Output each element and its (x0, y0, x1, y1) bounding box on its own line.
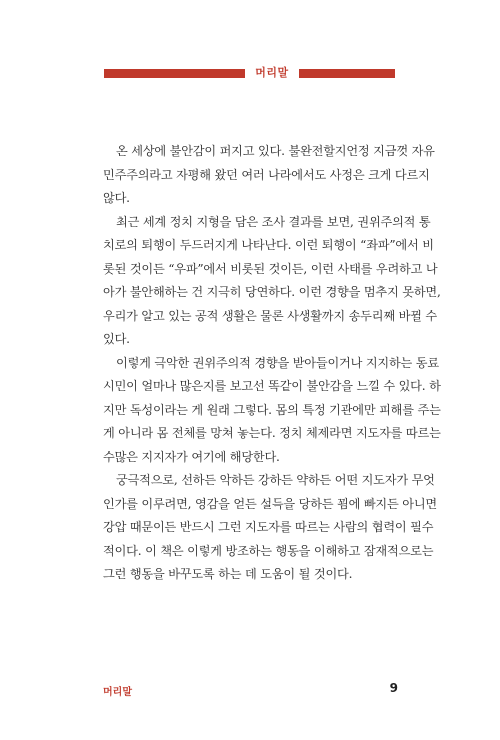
paragraph-line: 게 아니라 몸 전체를 망쳐 놓는다. 정치 체제라면 지도자를 따르는 (103, 426, 441, 440)
page-number: 9 (389, 681, 398, 695)
header-rule-left (104, 69, 245, 78)
paragraph-line: 지만 독성이라는 게 원래 그렇다. 몸의 특정 기관에만 피해를 주는 (103, 402, 441, 417)
paragraph-line: 있다. (103, 332, 130, 346)
paragraph-line: 강압 때문이든 반드시 그런 지도자를 따르는 사람의 협력이 필수 (103, 520, 434, 534)
header-rule-right (299, 69, 395, 78)
paragraph-line: 온 세상에 불안감이 퍼지고 있다. 불완전할지언정 지금껏 자유 (116, 144, 435, 158)
paragraph-line: 롯된 것이든 “우파”에서 비롯된 것이든, 이런 사태를 우려하고 나 (103, 261, 438, 276)
paragraph-line: 최근 세계 정치 지형을 담은 조사 결과를 보면, 권위주의적 통 (116, 214, 431, 229)
paragraph-line: 수많은 지지자가 여기에 해당한다. (103, 449, 280, 464)
paragraph-line: 치로의 퇴행이 두드러지게 나타난다. 이런 퇴행이 “좌파”에서 비 (103, 238, 434, 252)
paragraph-line: 우리가 알고 있는 공적 생활은 물론 사생활까지 송두리째 바뀔 수 (103, 308, 437, 323)
chapter-title: 머리말 (255, 66, 289, 79)
paragraph-line: 아가 불안해하는 건 지극히 당연하다. 이런 경향을 멈추지 못하면, (103, 285, 441, 299)
paragraph-line: 적이다. 이 책은 이렇게 방조하는 행동을 이해하고 잠재적으로는 (103, 543, 434, 558)
paragraph-line: 이렇게 극악한 권위주의적 경향을 받아들이거나 지지하는 동료 (116, 355, 439, 370)
body-text (103, 140, 441, 587)
paragraph-line: 그런 행동을 바꾸도록 하는 데 도움이 될 것이다. (103, 567, 353, 581)
paragraph-line: 않다. (103, 191, 130, 205)
running-footer: 머리말 (103, 687, 132, 698)
paragraph-line: 시민이 얼마나 많은지를 보고선 똑같이 불안감을 느낄 수 있다. 하 (103, 379, 441, 393)
paragraph-line: 민주주의라고 자평해 왔던 여러 나라에서도 사정은 크게 다르지 (103, 167, 430, 182)
paragraph-line: 인가를 이루려면, 영감을 얻든 설득을 당하든 꾐에 빠지든 아니면 (103, 496, 437, 511)
paragraph-line: 궁극적으로, 선하든 악하든 강하든 약하든 어떤 지도자가 무엇 (116, 473, 435, 487)
